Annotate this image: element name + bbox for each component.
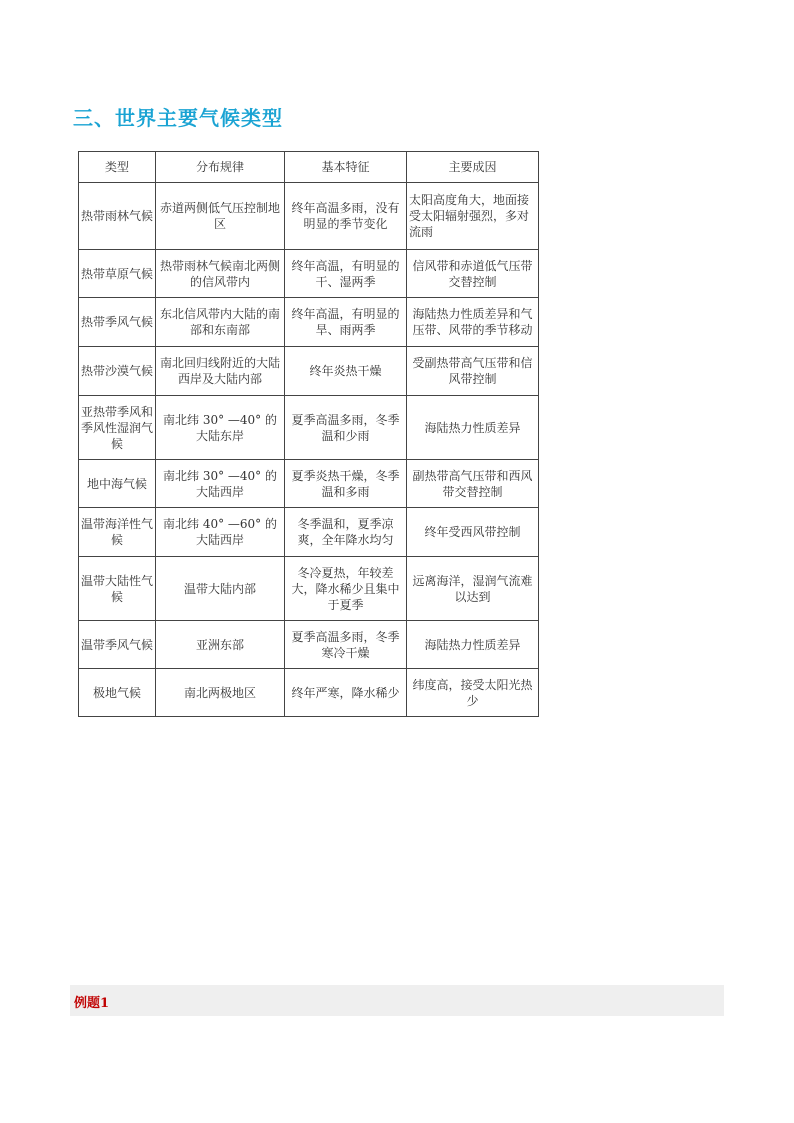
- cell-causes: 海陆热力性质差异: [407, 621, 539, 669]
- cell-features: 夏季炎热干燥，冬季温和多雨: [285, 460, 407, 508]
- section-title: 三、世界主要气候类型: [73, 106, 283, 130]
- cell-type: 热带季风气候: [79, 298, 156, 347]
- cell-type: 热带雨林气候: [79, 183, 156, 250]
- table-row: [79, 250, 539, 298]
- cell-causes: 信风带和赤道低气压带交替控制: [407, 250, 539, 298]
- cell-features: 终年高温，有明显的旱、雨两季: [285, 298, 407, 347]
- cell-distribution: 南北纬 30° —40° 的大陆东岸: [156, 396, 285, 460]
- cell-type: 温带海洋性气候: [79, 508, 156, 557]
- cell-distribution: 温带大陆内部: [156, 557, 285, 621]
- cell-causes: 终年受西风带控制: [407, 508, 539, 557]
- cell-features: 终年高温多雨，没有明显的季节变化: [285, 183, 407, 250]
- example-label: 例题1: [74, 996, 110, 1011]
- cell-causes: 副热带高气压带和西风带交替控制: [407, 460, 539, 508]
- cell-features: 终年炎热干燥: [285, 347, 407, 396]
- cell-features: 夏季高温多雨，冬季温和少雨: [285, 396, 407, 460]
- cell-distribution: 东北信风带内大陆的南部和东南部: [156, 298, 285, 347]
- header-distribution: 分布规律: [156, 152, 285, 183]
- cell-features: 冬季温和，夏季凉爽，全年降水均匀: [285, 508, 407, 557]
- cell-distribution: 南北纬 30° —40° 的大陆西岸: [156, 460, 285, 508]
- cell-type: 亚热带季风和季风性湿润气候: [79, 396, 156, 460]
- cell-type: 温带大陆性气候: [79, 557, 156, 621]
- cell-type: 地中海气候: [79, 460, 156, 508]
- cell-causes: 受副热带高气压带和信风带控制: [407, 347, 539, 396]
- table-row: [79, 508, 539, 557]
- cell-causes: 海陆热力性质差异: [407, 396, 539, 460]
- header-causes: 主要成因: [407, 152, 539, 183]
- cell-causes: 纬度高，接受太阳光热少: [407, 669, 539, 717]
- header-features: 基本特征: [285, 152, 407, 183]
- table-row: [79, 396, 539, 460]
- table-header-row: [79, 152, 539, 183]
- table-row: [79, 347, 539, 396]
- cell-distribution: 南北纬 40° —60° 的大陆西岸: [156, 508, 285, 557]
- table-row: [79, 460, 539, 508]
- cell-causes: 远离海洋，湿润气流难以达到: [407, 557, 539, 621]
- header-type: 类型: [79, 152, 156, 183]
- cell-distribution: 热带雨林气候南北两侧的信风带内: [156, 250, 285, 298]
- example-header-bar: [70, 985, 724, 1016]
- table-row: [79, 621, 539, 669]
- cell-causes: 海陆热力性质差异和气压带、风带的季节移动: [407, 298, 539, 347]
- cell-type: 热带草原气候: [79, 250, 156, 298]
- cell-type: 极地气候: [79, 669, 156, 717]
- cell-distribution: 南北两极地区: [156, 669, 285, 717]
- cell-features: 终年高温，有明显的干、湿两季: [285, 250, 407, 298]
- cell-features: 夏季高温多雨，冬季寒冷干燥: [285, 621, 407, 669]
- table-row: [79, 298, 539, 347]
- climate-types-table: [78, 151, 539, 717]
- table-row: [79, 669, 539, 717]
- cell-type: 热带沙漠气候: [79, 347, 156, 396]
- cell-features: 冬冷夏热，年较差大，降水稀少且集中于夏季: [285, 557, 407, 621]
- cell-causes: 太阳高度角大，地面接受太阳辐射强烈，多对流雨: [407, 183, 539, 250]
- table-row: [79, 183, 539, 250]
- cell-distribution: 南北回归线附近的大陆西岸及大陆内部: [156, 347, 285, 396]
- table-row: [79, 557, 539, 621]
- cell-distribution: 赤道两侧低气压控制地区: [156, 183, 285, 250]
- cell-features: 终年严寒，降水稀少: [285, 669, 407, 717]
- cell-type: 温带季风气候: [79, 621, 156, 669]
- cell-distribution: 亚洲东部: [156, 621, 285, 669]
